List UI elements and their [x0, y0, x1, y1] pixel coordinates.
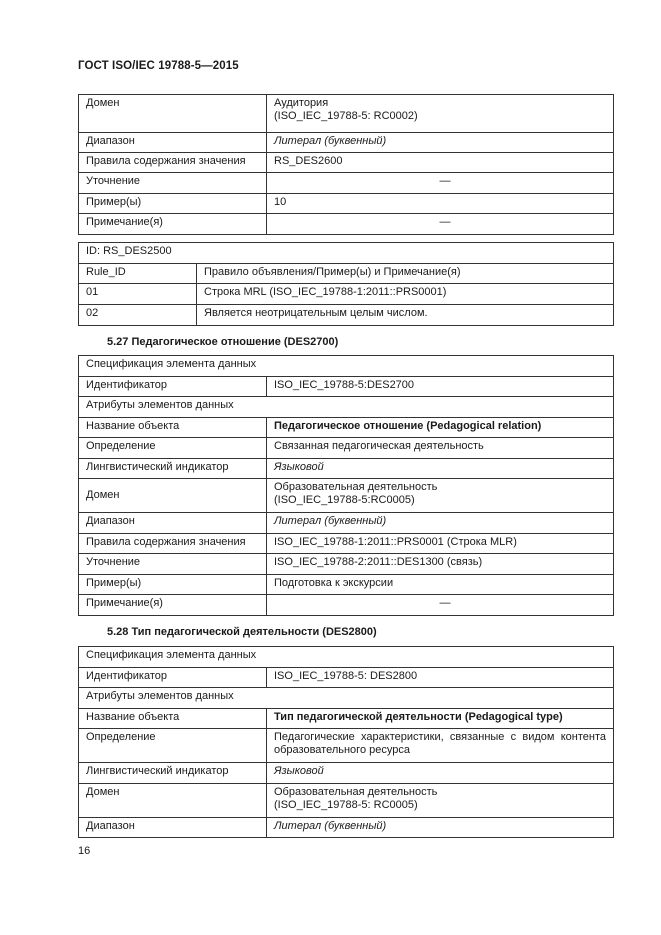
table-row: [79, 377, 614, 397]
row-value: ISO_IEC_19788-5:DES2700: [267, 377, 614, 397]
attributes-title: Атрибуты элементов данных: [79, 688, 614, 709]
row-value: Литерал (буквенный): [267, 818, 614, 838]
row-label: Домен: [79, 784, 267, 818]
table-row: [79, 153, 614, 173]
row-value: Литерал (буквенный): [267, 133, 614, 153]
section-heading-5-28: 5.28 Тип педагогической деятельности (DES2800): [107, 626, 377, 638]
table-row: [79, 243, 614, 264]
column-header: Rule_ID: [79, 264, 197, 284]
row-value: Языковой: [267, 763, 614, 784]
row-label: Домен: [79, 479, 267, 513]
row-value: Педагогическое отношение (Pedagogical relation): [267, 418, 614, 438]
column-header: Правило объявления/Пример(ы) и Примечание(я): [197, 264, 614, 284]
table-row: [79, 784, 614, 818]
table-row: [79, 95, 614, 133]
row-value: ISO_IEC_19788-5: DES2800: [267, 668, 614, 688]
row-label: Примечание(я): [79, 214, 267, 235]
section-heading-5-27: 5.27 Педагогическое отношение (DES2700): [107, 336, 339, 348]
row-value: Связанная педагогическая деятельность: [267, 438, 614, 459]
row-value: [267, 784, 614, 818]
table-row: [79, 513, 614, 534]
rule-id: 02: [79, 305, 197, 326]
row-label: Пример(ы): [79, 194, 267, 214]
row-value: Подготовка к экскурсии: [267, 575, 614, 595]
rules-id: ID: RS_DES2500: [79, 243, 614, 264]
row-value: ISO_IEC_19788-1:2011::PRS0001 (Строка MLR): [267, 534, 614, 554]
rule-text: Является неотрицательным целым числом.: [197, 305, 614, 326]
table-row: [79, 305, 614, 326]
table-row: [79, 818, 614, 838]
row-value: [267, 595, 614, 616]
row-value: Языковой: [267, 459, 614, 479]
row-label: Определение: [79, 729, 267, 763]
table-row: [79, 133, 614, 153]
domain-ref: (ISO_IEC_19788-5:RC0005): [274, 494, 415, 506]
row-label: Название объекта: [79, 709, 267, 729]
table-row: [79, 214, 614, 235]
row-value: [267, 173, 614, 194]
domain-name: Образовательная деятельность: [274, 481, 438, 493]
row-label: Лингвистический индикатор: [79, 459, 267, 479]
table-row: [79, 729, 614, 763]
table-row: [79, 284, 614, 305]
rule-text: Строка MRL (ISO_IEC_19788-1:2011::PRS0001): [197, 284, 614, 305]
table-row: [79, 647, 614, 668]
row-label: Название объекта: [79, 418, 267, 438]
row-value: Тип педагогической деятельности (Pedagogical type): [267, 709, 614, 729]
row-label: Пример(ы): [79, 575, 267, 595]
row-label: Уточнение: [79, 173, 267, 194]
table-row: [79, 668, 614, 688]
spec-title: Спецификация элемента данных: [79, 356, 614, 377]
row-label: Идентификатор: [79, 377, 267, 397]
row-label: Примечание(я): [79, 595, 267, 616]
row-label: Правила содержания значения: [79, 153, 267, 173]
row-label: Диапазон: [79, 133, 267, 153]
rules-table: [78, 242, 614, 326]
row-label: Определение: [79, 438, 267, 459]
attributes-title: Атрибуты элементов данных: [79, 397, 614, 418]
row-label: Уточнение: [79, 554, 267, 575]
table-row: [79, 173, 614, 194]
row-value: [267, 95, 614, 133]
table-row: [79, 438, 614, 459]
row-label: Диапазон: [79, 818, 267, 838]
table-row: [79, 264, 614, 284]
domain-name: Аудитория: [274, 97, 329, 109]
data-element-table-des2800: [78, 646, 614, 838]
row-label: Диапазон: [79, 513, 267, 534]
document-header: ГОСТ ISO/IEC 19788-5—2015: [78, 60, 239, 72]
table-row: [79, 397, 614, 418]
table-row: [79, 194, 614, 214]
row-label: Идентификатор: [79, 668, 267, 688]
table-row: [79, 459, 614, 479]
row-label: Правила содержания значения: [79, 534, 267, 554]
data-element-table-des2700: [78, 355, 614, 616]
domain-ref: (ISO_IEC_19788-5: RC0005): [274, 799, 418, 811]
table-row: [79, 554, 614, 575]
dash-value: —: [439, 597, 451, 609]
domain-name: Образовательная деятельность: [274, 786, 438, 798]
table-row: [79, 763, 614, 784]
table-row: [79, 595, 614, 616]
row-value: ISO_IEC_19788-2:2011::DES1300 (связь): [267, 554, 614, 575]
row-label: Лингвистический индикатор: [79, 763, 267, 784]
data-element-table-continued: [78, 94, 614, 235]
table-row: [79, 709, 614, 729]
row-value: Литерал (буквенный): [267, 513, 614, 534]
dash-value: —: [439, 175, 451, 187]
row-label: Домен: [79, 95, 267, 133]
domain-ref: (ISO_IEC_19788-5: RC0002): [274, 110, 418, 122]
table-row: [79, 418, 614, 438]
row-value: Педагогические характеристики, связанные с видом контента образовательного ресурса: [267, 729, 614, 763]
row-value: [267, 479, 614, 513]
table-row: [79, 575, 614, 595]
table-row: [79, 479, 614, 513]
spec-title: Спецификация элемента данных: [79, 647, 614, 668]
table-row: [79, 534, 614, 554]
table-row: [79, 688, 614, 709]
rule-id: 01: [79, 284, 197, 305]
dash-value: —: [439, 216, 451, 228]
row-value: [267, 214, 614, 235]
table-row: [79, 356, 614, 377]
row-value: RS_DES2600: [267, 153, 614, 173]
page-number: 16: [78, 845, 91, 857]
row-value: 10: [267, 194, 614, 214]
